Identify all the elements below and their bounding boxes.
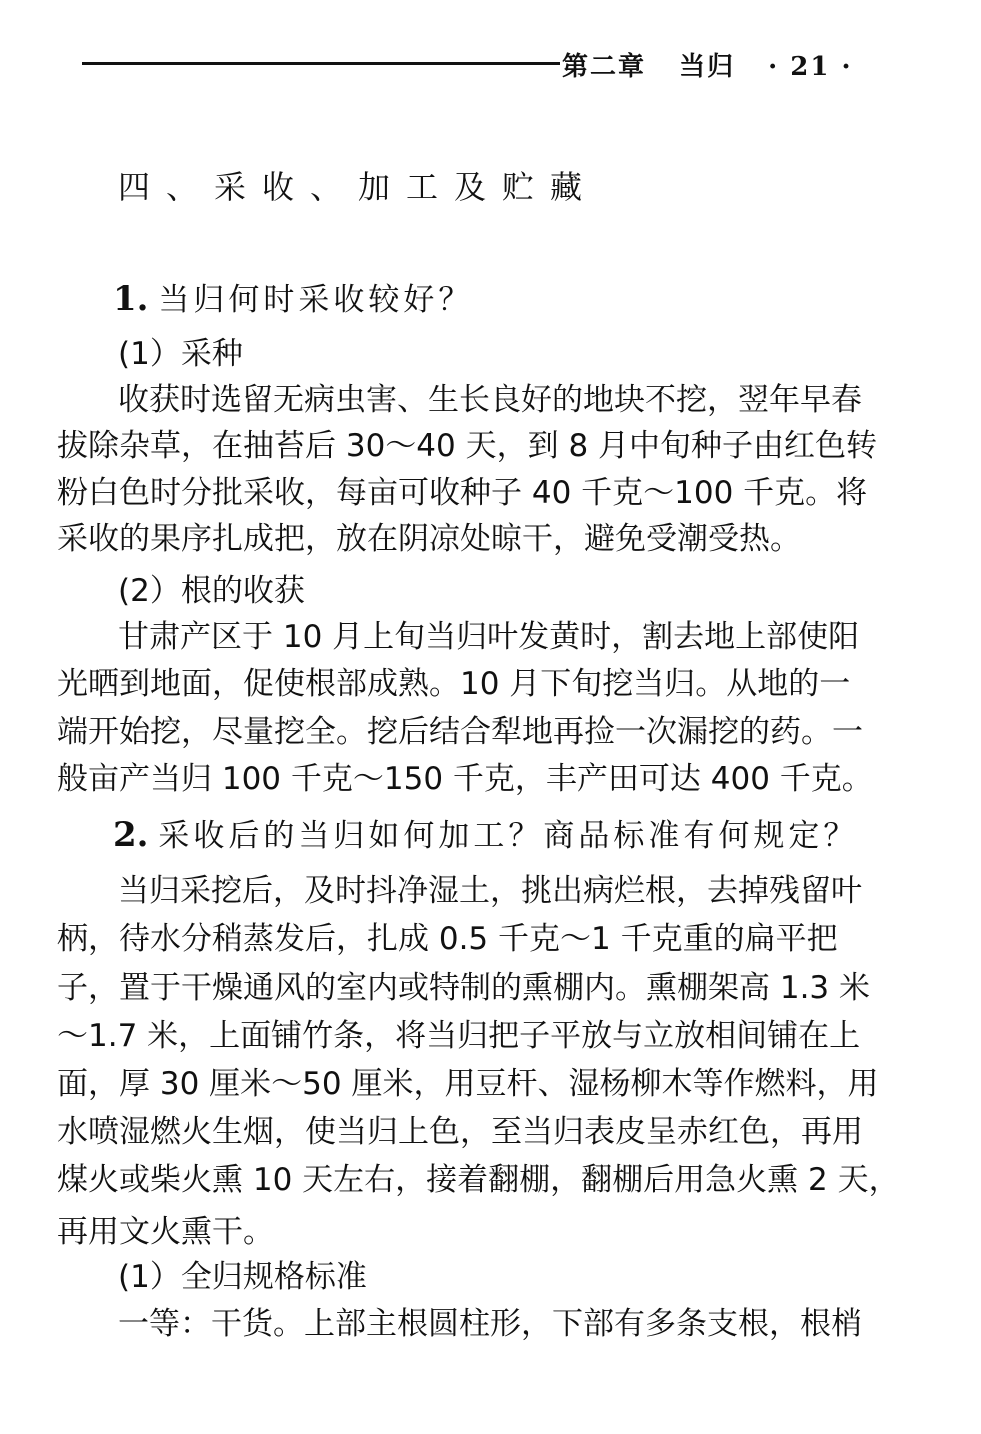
text-line: 水喷湿燃火生烟，使当归上色，至当归表皮呈赤红色，再用 <box>57 1114 863 1150</box>
text-line: 甘肃产区于 10 月上旬当归叶发黄时，割去地上部使阳 <box>118 619 860 655</box>
running-header <box>562 46 853 83</box>
text-line: 采收的果序扎成把，放在阴凉处晾干，避免受潮受热。 <box>57 521 801 557</box>
section-title: 四、采收、加工及贮藏 <box>118 168 599 206</box>
chapter-title: 当归 <box>679 52 736 82</box>
text-line: 光晒到地面，促使根部成熟。10 月下旬挖当归。从地的一 <box>57 666 851 702</box>
question-number: 1. <box>113 279 149 319</box>
text-line: 一等：干货。上部主根圆柱形，下部有多条支根，根梢 <box>118 1306 862 1342</box>
page-number: · 21 · <box>768 52 853 82</box>
question-text: 采收后的当归如何加工？商品标准有何规定？ <box>158 818 859 854</box>
text-line: 端开始挖，尽量挖全。挖后结合犁地再捡一次漏挖的药。一 <box>57 714 863 750</box>
text-line: 般亩产当归 100 千克～150 千克，丰产田可达 400 千克。 <box>57 761 873 797</box>
subheading: (1）采种 <box>118 336 243 372</box>
chapter-label: 第二章 <box>562 52 647 82</box>
text-line: 煤火或柴火熏 10 天左右，接着翻棚，翻棚后用急火熏 2 天， <box>57 1162 900 1198</box>
header-rule <box>82 62 560 65</box>
text-line: ～1.7 米，上面铺竹条，将当归把子平放与立放相间铺在上 <box>57 1018 861 1054</box>
question-text: 当归何时采收较好？ <box>158 282 474 318</box>
text-line: 收获时选留无病虫害、生长良好的地块不挖，翌年早春 <box>118 382 862 418</box>
text-line: 再用文火熏干。 <box>57 1214 274 1250</box>
text-line: 粉白色时分批采收，每亩可收种子 40 千克～100 千克。将 <box>57 475 868 511</box>
text-line: 柄，待水分稍蒸发后，扎成 0.5 千克～1 千克重的扁平把 <box>57 921 838 957</box>
question-heading <box>113 815 859 855</box>
subheading: (1）全归规格标准 <box>118 1259 367 1295</box>
text-line: 面，厚 30 厘米～50 厘米，用豆杆、湿杨柳木等作燃料，用 <box>57 1066 879 1102</box>
text-line: 当归采挖后，及时抖净湿土，挑出病烂根，去掉残留叶 <box>118 873 862 909</box>
text-line: 子，置于干燥通风的室内或特制的熏棚内。熏棚架高 1.3 米 <box>57 970 871 1006</box>
subheading: (2）根的收获 <box>118 573 305 609</box>
text-line: 拔除杂草，在抽苔后 30～40 天，到 8 月中旬种子由红色转 <box>57 428 878 464</box>
question-number: 2. <box>113 815 149 855</box>
question-heading <box>113 279 474 319</box>
